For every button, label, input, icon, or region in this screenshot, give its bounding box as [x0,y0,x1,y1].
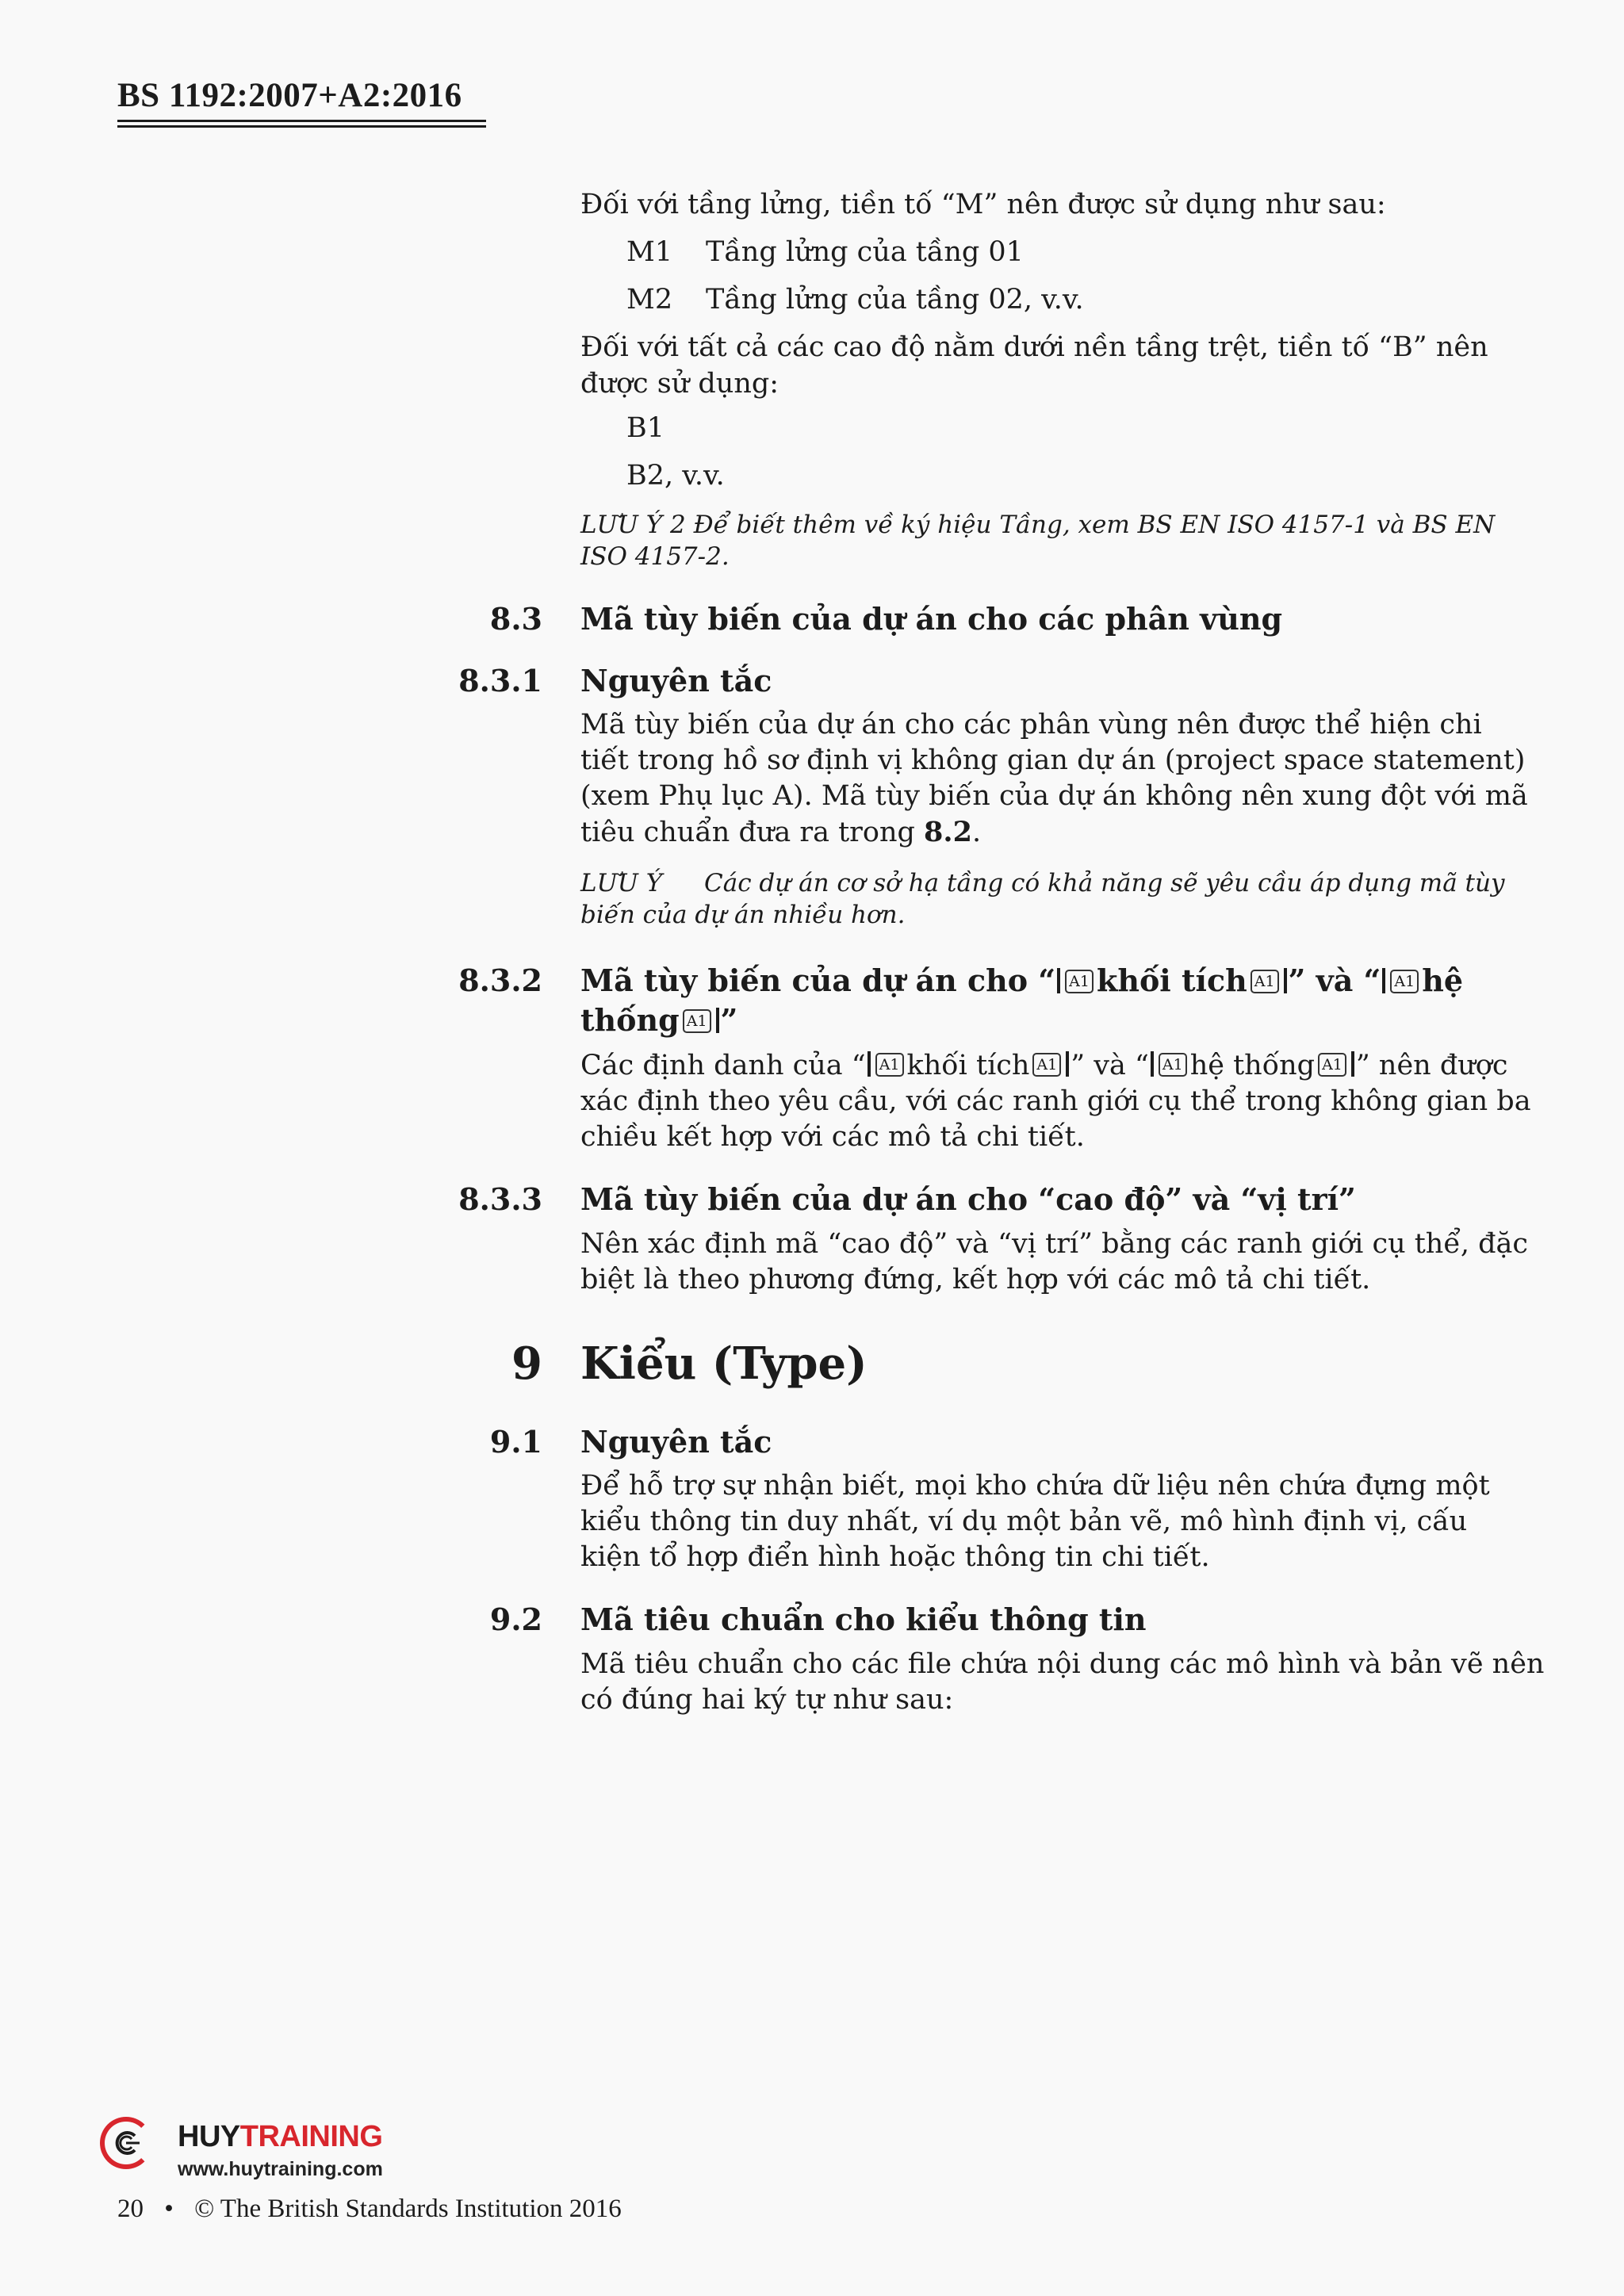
title-part-e: thống [580,1002,680,1038]
amendment-bar-icon [1151,1051,1154,1077]
section-8-3-3-number: 8.3.3 [458,1181,542,1217]
amendment-start-icon: A1 [1159,1053,1187,1077]
section-9-1-number: 9.1 [489,1424,542,1460]
section-8-3-1-line-2: tiết trong hồ sơ định vị không gian dự án (project space statement) [580,744,1526,776]
section-8-3-2-line-3: chiều kết hợp với các mô tả chi tiết. [580,1121,1085,1153]
body-part-e: ” nên được [1355,1050,1508,1081]
body-part-a: Các định danh của “ [580,1050,866,1081]
section-8-3-2-title [580,961,1484,1001]
section-8-3-2-title-line-2 [580,1001,737,1040]
logo-brand-part-a: HUY [178,2120,240,2153]
mezzanine-intro: Đối với tầng lửng, tiền tố “M” nên được sử dụng như sau: [580,189,1386,220]
basement-intro-line-1: Đối với tất cả các cao độ nằm dưới nền tầng trệt, tiền tố “B” nên [580,331,1488,363]
note-2-line-1: LƯU Ý 2 Để biết thêm về ký hiệu Tầng, xem BS EN ISO 4157-1 và BS EN [580,511,1496,539]
section-8-3-1-line-4 [580,814,981,851]
amendment-start-icon: A1 [875,1053,904,1077]
basement-item-2: B2, v.v. [626,460,725,492]
amendment-bar-icon [716,1008,719,1033]
line-4-prefix: tiêu chuẩn đưa ra trong [580,817,925,848]
section-9-title: Kiểu (Type) [580,1337,868,1390]
section-9-2-line-1: Mã tiêu chuẩn cho các file chứa nội dung các mô hình và bản vẽ nên [580,1648,1545,1680]
body-part-b: khối tích [906,1050,1030,1081]
section-8-3-2-line-2: xác định theo yêu cầu, với các ranh giới cụ thể trong không gian ba [580,1085,1531,1117]
section-9-1-line-3: kiện tổ hợp điển hình hoặc thông tin chi tiết. [580,1541,1210,1573]
page-footer [117,2195,622,2224]
title-part-c: ” và “ [1288,962,1381,998]
amendment-end-icon: A1 [1318,1053,1346,1077]
section-8-3-3-line-2: biệt là theo phương đứng, kết hợp với các mô tả chi tiết. [580,1264,1371,1295]
logo-url[interactable]: www.huytraining.com [178,2158,383,2180]
section-8-3-2-number: 8.3.2 [458,962,542,998]
note-2-line-2: ISO 4157-2. [580,542,730,571]
section-8-3-3-title: Mã tùy biến của dự án cho “cao độ” và “vị trí” [580,1181,1356,1217]
amendment-bar-icon [1066,1051,1069,1077]
title-part-b: khối tích [1096,962,1247,998]
amendment-bar-icon [1351,1051,1354,1077]
section-8-3-1-number: 8.3.1 [458,663,542,698]
section-9-1-line-2: kiểu thông tin duy nhất, ví dụ một bản vẽ, mô hình định vị, cấu [580,1506,1468,1537]
basement-item-1: B1 [626,412,665,444]
header-rule-1 [117,120,486,122]
mezzanine-desc-2: Tầng lửng của tầng 02, v.v. [706,284,1084,316]
page-number: 20 [117,2195,144,2223]
section-8-3-1-note-line-1: Các dự án cơ sở hạ tầng có khả năng sẽ yêu cầu áp dụng mã tùy [704,869,1505,897]
mezzanine-code-2: M2 [626,284,673,316]
section-8-3-title: Mã tùy biến của dự án cho các phân vùng [580,601,1283,637]
section-9-2-number: 9.2 [489,1601,542,1637]
section-8-3-2-line-1 [580,1048,1507,1084]
section-8-3-1-note-label: LƯU Ý [580,869,663,897]
mezzanine-desc-1: Tầng lửng của tầng 01 [706,236,1024,268]
section-9-number: 9 [511,1337,542,1390]
section-9-1-title: Nguyên tắc [580,1424,772,1460]
amendment-start-icon: A1 [1065,970,1094,993]
section-9-2-title: Mã tiêu chuẩn cho kiểu thông tin [580,1601,1147,1637]
body-part-c: ” và “ [1071,1050,1149,1081]
header-rule-2 [117,125,486,128]
section-8-3-1-line-3: (xem Phụ lục A). Mã tùy biến của dự án không nên xung đột với mã [580,780,1528,812]
amendment-end-icon: A1 [1251,970,1279,993]
mezzanine-code-1: M1 [626,236,673,268]
title-part-f: ” [720,1002,738,1038]
copyright-text: © The British Standards Institution 2016 [194,2195,622,2223]
amendment-start-icon: A1 [1390,970,1419,993]
section-8-3-number: 8.3 [489,601,542,637]
standard-id: BS 1192:2007+A2:2016 [117,77,462,114]
amendment-end-icon: A1 [683,1009,711,1033]
basement-intro-line-2: được sử dụng: [580,368,779,400]
section-9-1-line-1: Để hỗ trợ sự nhận biết, mọi kho chứa dữ liệu nên chứa đựng một [580,1470,1490,1502]
amendment-bar-icon [1382,968,1385,993]
clause-reference-link[interactable]: 8.2 [924,816,972,848]
section-8-3-1-title: Nguyên tắc [580,663,772,698]
logo-brand-part-b: TRAINING [239,2120,383,2153]
section-8-3-1-line-1: Mã tùy biến của dự án cho các phân vùng nên được thể hiện chi [580,709,1482,740]
line-4-suffix: . [971,817,982,848]
amendment-bar-icon [1284,968,1287,993]
section-8-3-1-note-line-2: biến của dự án nhiều hơn. [580,901,906,929]
footer-bullet: • [164,2195,174,2223]
title-part-a: Mã tùy biến của dự án cho “ [580,962,1056,998]
huytraining-logo-icon [100,2117,152,2169]
amendment-bar-icon [1057,968,1060,993]
title-part-d: hệ [1422,962,1464,998]
section-8-3-3-line-1: Nên xác định mã “cao độ” và “vị trí” bằng các ranh giới cụ thể, đặc [580,1228,1529,1260]
logo-brand-text [178,2120,382,2154]
amendment-end-icon: A1 [1032,1053,1061,1077]
amendment-bar-icon [868,1051,871,1077]
section-9-2-line-2: có đúng hai ký tự như sau: [580,1684,954,1716]
body-part-d: hệ thống [1189,1050,1316,1081]
